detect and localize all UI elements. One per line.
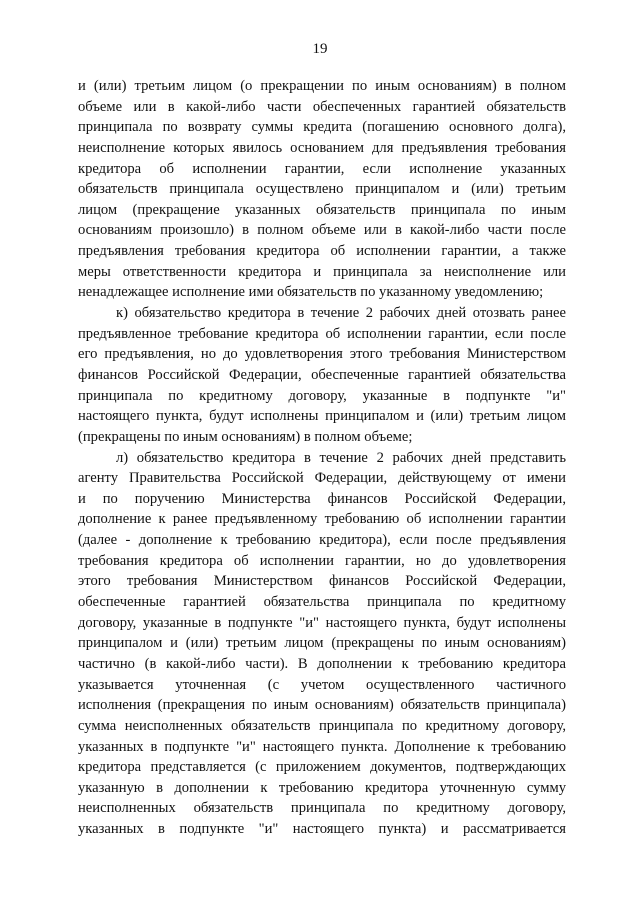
paragraph-item-k xyxy=(78,303,566,447)
text-line: неисполненных обязательств принципала по кредитному договору, xyxy=(78,800,566,817)
paragraph-continuation xyxy=(78,76,566,303)
text-line: и по поручению Министерства финансов Российской Федерации, xyxy=(78,490,566,507)
text-line: требования кредитора об исполнении гарантии, но до удовлетворения xyxy=(78,552,566,569)
text-line: обеспеченные гарантией обязательства принципала по кредитному xyxy=(78,594,566,611)
text-line: этого требования Министерством финансов Российской Федерации, xyxy=(78,573,566,590)
text-line: указанных в подпункте "и" настоящего пункта. Дополнение к требованию xyxy=(78,738,566,755)
text-line: принципалом и (или) третьим лицом (прекращены по иным основаниям) xyxy=(78,635,566,652)
text-line: агенту Правительства Российской Федерации, действующему от имени xyxy=(78,470,566,487)
page-number: 19 xyxy=(312,41,328,57)
text-line: предъявленное требование кредитора об исполнении гарантии, если после xyxy=(78,325,566,342)
text-line: и (или) третьим лицом (о прекращении по иным основаниям) в полном xyxy=(78,78,566,94)
text-line: принципала по возврату суммы кредита (погашению основного долга), xyxy=(78,119,566,136)
text-line: принципала по кредитному договору, указанные в подпункте "и" xyxy=(78,387,566,404)
text-line: обязательств принципала осуществлено принципалом и (или) третьим xyxy=(78,181,566,198)
document-body xyxy=(78,76,566,840)
text-line: его предъявления, но до удовлетворения этого требования Министерством xyxy=(78,346,566,363)
text-line: указывается уточненная (с учетом осуществленного частичного xyxy=(78,676,566,693)
text-line: исполнения (прекращения по иным основаниям) обязательств принципала) xyxy=(78,697,566,714)
text-line: договору, указанные в подпункте "и" настоящего пункта, будут исполнены xyxy=(78,614,566,631)
text-line: (далее - дополнение к требованию кредитора), если после предъявления xyxy=(78,532,566,549)
text-line: настоящего пункта, будут исполнены принципалом и (или) третьим лицом xyxy=(78,408,566,425)
text-line: финансов Российской Федерации, обеспеченные гарантией обязательства xyxy=(78,366,566,383)
text-line: неисполнение которых явилось основанием для предъявления требования xyxy=(78,139,566,156)
text-line: указанных в подпункте "и" настоящего пункта) и рассматривается xyxy=(78,821,566,838)
text-line: частично (в какой-либо части). В дополнении к требованию кредитора xyxy=(78,655,566,672)
text-line: кредитора представляется (с приложением документов, подтверждающих xyxy=(78,759,566,776)
text-line: кредитора об исполнении гарантии, если исполнение указанных xyxy=(78,160,566,177)
text-line: меры ответственности кредитора и принципала за неисполнение или xyxy=(78,263,566,280)
text-line: ненадлежащее исполнение ими обязательств по указанному уведомлению; xyxy=(78,284,544,301)
text-line: объеме или в какой-либо части обеспеченных гарантией обязательств xyxy=(78,98,566,115)
text-line: л) обязательство кредитора в течение 2 рабочих дней представить xyxy=(116,449,566,466)
text-line: дополнение к ранее предъявленному требованию об исполнении гарантии xyxy=(78,511,566,528)
text-line: (прекращены по иным основаниям) в полном объеме; xyxy=(78,428,413,445)
text-line: лицом (прекращение указанных обязательств принципала по иным xyxy=(78,201,566,218)
text-line: к) обязательство кредитора в течение 2 рабочих дней отозвать ранее xyxy=(116,305,566,322)
text-line: указанную в дополнении к требованию кредитора уточненную сумму xyxy=(78,779,566,796)
text-line: предъявления требования кредитора об исполнении гарантии, а также xyxy=(78,243,566,260)
text-line: сумма неисполненных обязательств принципала по кредитному договору, xyxy=(78,717,566,734)
text-line: основаниям произошло) в полном объеме или в какой-либо части после xyxy=(78,222,566,239)
paragraph-item-l xyxy=(78,448,566,840)
